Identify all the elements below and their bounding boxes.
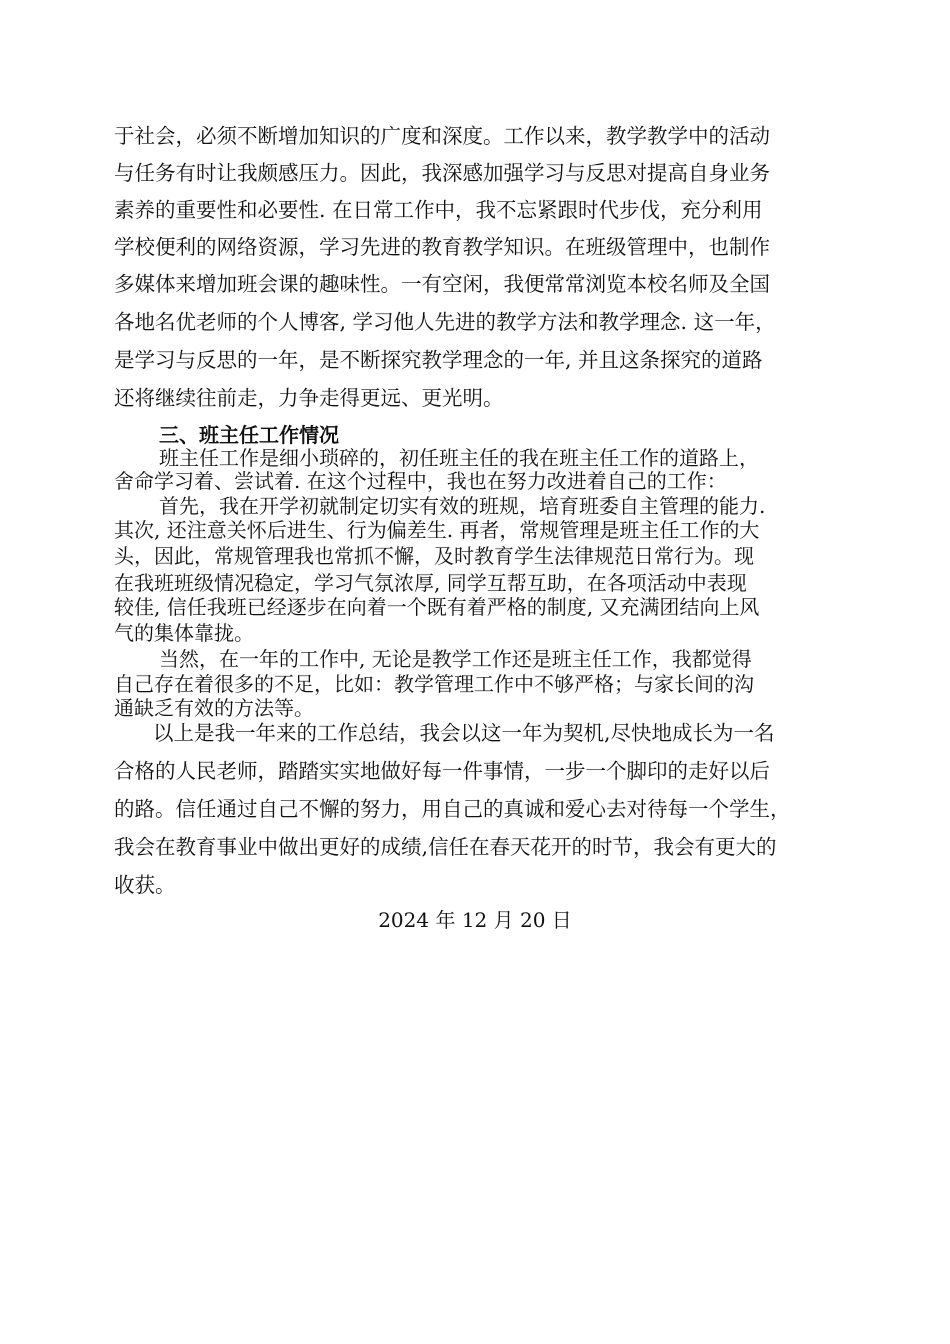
text-line: 舍命学习着、尝试着. 在这个过程中，我也在努力改进着自己的工作：	[114, 469, 727, 493]
text-line: 自己存在着很多的不足，比如：教学管理工作中不够严格；与家长间的沟	[114, 672, 754, 696]
text-line: 以上是我一年来的工作总结，我会以这一年为契机,尽快地成长为一名	[153, 721, 775, 745]
text-line: 学校便利的网络资源，学习先进的教育教学知识。在班级管理中，也制作	[114, 235, 770, 259]
text-line: 通缺乏有效的方法等。	[114, 696, 314, 720]
text-line: 当然，在一年的工作中, 无论是教学工作还是班主任工作，我都觉得	[159, 647, 752, 671]
text-line: 多媒体来增加班会课的趣味性。一有空闲，我便常常浏览本校名师及全国	[114, 272, 770, 296]
text-line: 首先，我在开学初就制定切实有效的班规，培育班委自主管理的能力.	[159, 494, 766, 518]
section-heading: 三、班主任工作情况	[159, 423, 339, 447]
text-line: 合格的人民老师，踏踏实实地做好每一件事情，一步一个脚印的走好以后	[114, 759, 770, 783]
document-date: 2024 年 12 月 20 日	[378, 908, 572, 932]
text-line: 班主任工作是细小琐碎的，初任班主任的我在班主任工作的道路上，	[159, 446, 759, 470]
text-line: 较佳, 信任我班已经逐步在向着一个既有着严格的制度, 又充满团结向上风	[114, 595, 760, 619]
text-line: 是学习与反思的一年，是不断探究教学理念的一年, 并且这条探究的道路	[114, 348, 763, 372]
text-line: 在我班班级情况稳定，学习气氛浓厚, 同学互帮互助，在各项活动中表现	[114, 571, 747, 595]
text-line: 我会在教育事业中做出更好的成绩,信任在春天花开的时节，我会有更大的	[114, 835, 777, 859]
text-line: 与任务有时让我颇感压力。因此，我深感加强学习与反思对提高自身业务	[114, 161, 770, 185]
text-line: 其次, 还注意关怀后进生、行为偏差生. 再者，常规管理是班主任工作的大	[114, 518, 760, 542]
text-line: 气的集体靠拢。	[114, 621, 254, 645]
text-line: 头，因此，常规管理我也常抓不懈，及时教育学生法律规范日常行为。现	[114, 544, 754, 568]
text-line: 还将继续往前走，力争走得更远、更光明。	[114, 386, 504, 410]
text-line: 的路。信任通过自己不懈的努力，用自己的真诚和爱心去对待每一个学生，	[114, 797, 791, 821]
text-line: 各地名优老师的个人博客, 学习他人先进的教学方法和教学理念. 这一年，	[114, 310, 776, 334]
text-line: 于社会，必须不断增加知识的广度和深度。工作以来，教学教学中的活动	[114, 124, 770, 148]
text-line: 收获。	[114, 873, 176, 897]
text-line: 素养的重要性和必要性. 在日常工作中，我不忘紧跟时代步伐，充分利用	[114, 198, 763, 222]
